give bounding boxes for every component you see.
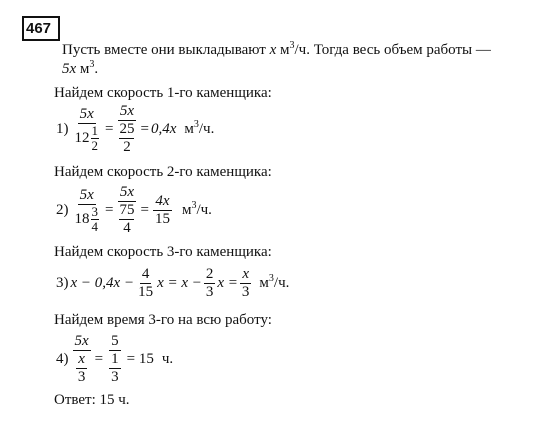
step1-unit-sup: 3 xyxy=(193,118,199,130)
step1-f2-num: 5x xyxy=(119,102,135,119)
step2-f2-num: 5x xyxy=(119,183,135,200)
step4-f2-num: 5 xyxy=(111,332,119,349)
step1-f2-den-num: 25 xyxy=(119,120,135,137)
step1-fraction-2 xyxy=(117,103,136,156)
step3-f2-den: 3 xyxy=(205,283,214,300)
step3-f1-den: 15 xyxy=(138,283,154,300)
step3-fraction-3 xyxy=(240,266,252,301)
step1-fraction-1 xyxy=(73,106,102,153)
step2-f3-num: 4x xyxy=(155,192,170,209)
step4-fraction-2 xyxy=(107,333,123,386)
step2-eq1: = xyxy=(105,201,114,218)
step4-f2-den-den: 3 xyxy=(111,368,119,385)
step3-f3-num: x xyxy=(242,265,249,282)
step1-f1-den-whole: 12 xyxy=(74,129,90,146)
answer: Ответ: 15 ч. xyxy=(54,392,130,408)
step4-f1-den-den: 3 xyxy=(77,368,86,385)
step4-equation xyxy=(54,331,175,387)
intro-total-end: . xyxy=(94,61,99,77)
step4-f1-den-num: x xyxy=(78,350,85,367)
intro-line-1 xyxy=(62,41,491,59)
step1-equation xyxy=(54,104,216,154)
step3-f2-num: 2 xyxy=(205,265,214,282)
step2-f1-den-whole: 18 xyxy=(74,210,90,227)
step2-unit-tail: /ч. xyxy=(196,201,212,218)
step3-equation xyxy=(54,262,291,304)
step2-unit-sup: 3 xyxy=(191,199,197,211)
step1-heading: Найдем скорость 1-го каменщика: xyxy=(54,85,272,101)
step1-eq1: = xyxy=(105,120,114,137)
step1-result: 0,4x xyxy=(150,120,177,137)
intro-total-sup: 3 xyxy=(89,59,95,70)
step3-fraction-2 xyxy=(204,266,216,301)
step3-label: 3) xyxy=(56,274,69,291)
step3-part3: x = xyxy=(217,274,238,291)
step3-f3-den: 3 xyxy=(241,283,250,300)
step2-equation xyxy=(54,184,214,236)
step1-f1-den-num: 1 xyxy=(91,122,98,138)
step2-unit: м xyxy=(181,201,192,218)
step4-heading: Найдем время 3-го на всю работу: xyxy=(54,312,272,328)
intro-unit-sup: 3 xyxy=(289,40,295,51)
intro-line-2 xyxy=(62,60,98,78)
step2-fraction-2 xyxy=(117,184,136,237)
step2-f1-num: 5x xyxy=(79,186,94,203)
step4-eq1: = xyxy=(94,350,104,367)
step2-f2-den-den: 4 xyxy=(123,219,131,236)
step1-f2-den-den: 2 xyxy=(123,138,131,155)
intro-var: x xyxy=(269,42,277,58)
step1-unit-tail: /ч. xyxy=(198,120,215,137)
step3-fraction-1 xyxy=(136,266,155,301)
step2-f1-den-num: 3 xyxy=(91,203,98,219)
step2-f2-den-num: 75 xyxy=(119,201,135,218)
step2-fraction-1 xyxy=(73,187,102,234)
step2-fraction-3 xyxy=(153,193,172,228)
step4-eq2: = 15 xyxy=(126,350,154,367)
step1-eq2: = xyxy=(140,120,149,137)
step3-unit-sup: 3 xyxy=(268,272,274,284)
step1-f1-num: 5x xyxy=(79,105,94,122)
problem-number-badge xyxy=(22,16,60,41)
step2-heading: Найдем скорость 2-го каменщика: xyxy=(54,164,272,180)
step4-f2-den-num: 1 xyxy=(111,350,119,367)
intro-unit: м xyxy=(276,42,290,58)
step2-f1-den-den: 4 xyxy=(91,218,98,234)
intro-total-unit: м xyxy=(76,61,90,77)
step1-f1-den-den: 2 xyxy=(91,137,98,153)
step3-unit-tail: /ч. xyxy=(273,274,290,291)
step4-f1-num: 5x xyxy=(74,332,89,349)
intro-text-a: Пусть вместе они выкладывают xyxy=(62,42,270,58)
step2-label: 2) xyxy=(56,201,69,218)
problem-number: 467 xyxy=(26,20,52,37)
step4-label: 4) xyxy=(56,350,69,367)
step3-f1-num: 4 xyxy=(141,265,150,282)
step2-eq2: = xyxy=(140,201,149,218)
intro-text-b: /ч. Тогда весь объем работы — xyxy=(294,42,491,58)
step1-unit: м xyxy=(184,120,194,137)
intro-total-var: 5x xyxy=(62,61,77,77)
step2-f3-den: 15 xyxy=(154,210,170,227)
step1-label: 1) xyxy=(56,120,69,137)
step4-unit: ч. xyxy=(161,350,174,367)
step3-heading: Найдем скорость 3-го каменщика: xyxy=(54,244,272,260)
step3-unit: м xyxy=(259,274,269,291)
step4-fraction-1 xyxy=(73,333,91,386)
step3-part1: x − 0,4x − xyxy=(70,274,135,291)
step3-part2: x = x − xyxy=(157,274,202,291)
